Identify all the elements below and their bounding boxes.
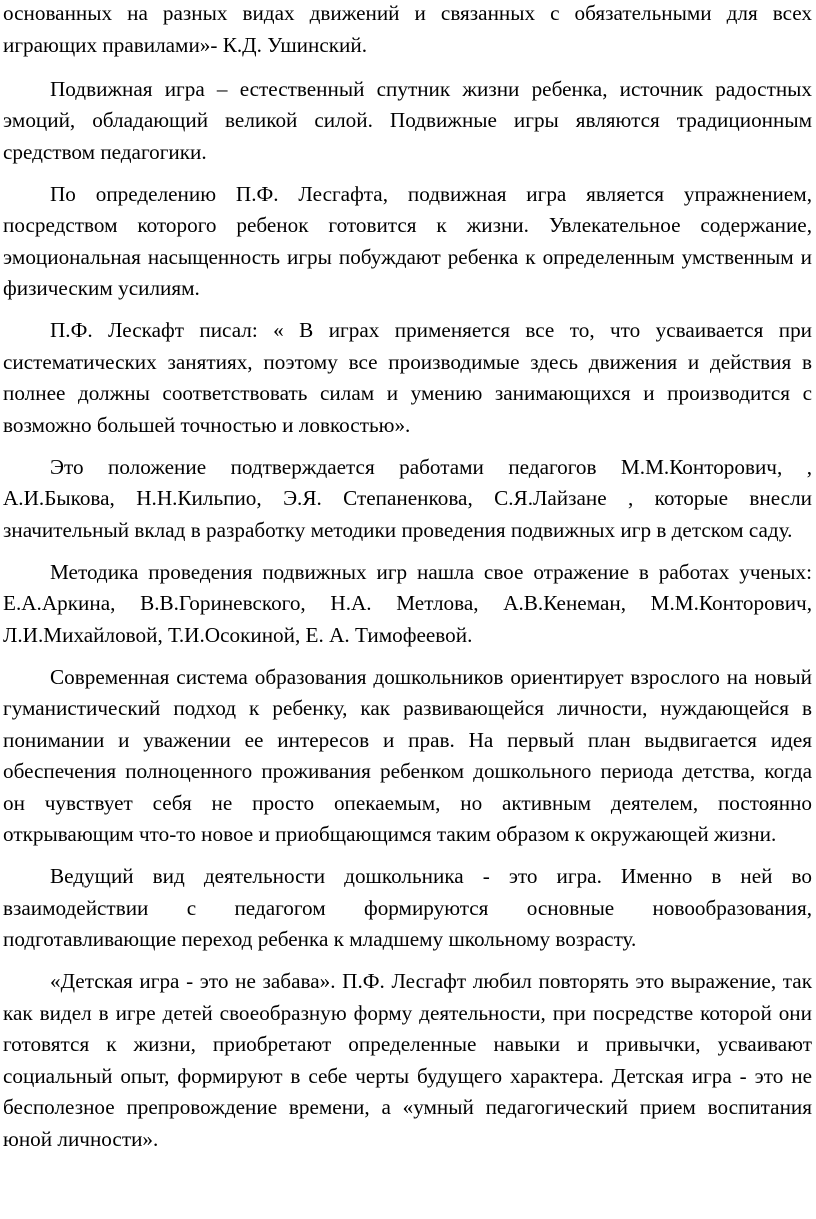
paragraph: Методика проведения подвижных игр нашла свое отражение в работах ученых: Е.А.Аркина, В.В.Гориневского, Н.А. Метлова, А.В.Кенеман, М.М.Конторович, Л.И.Михайловой, Т.И.Осокиной, Е. А. Тимофеевой. <box>3 559 812 647</box>
paragraph: По определению П.Ф. Лесгафта, подвижная игра является упражнением, посредством которого ребенок готовится к жизни. Увлекательное содержание, эмоциональная насыщенность игры побуждают ребенка к определенным умственным и физическим усилиям. <box>3 181 812 300</box>
paragraph-continuation: основанных на разных видах движений и связанных с обязательными для всех играющих правилами»- К.Д. Ушинский. <box>3 1 812 57</box>
paragraph: Современная система образования дошкольников ориентирует взрослого на новый гуманистический подход к ребенку, как развивающейся личности, нуждающейся в понимании и уважении ее интересов и прав. На первый план выдвигается идея обеспечения полноценного проживания ребенком дошкольного периода детства, когда он чувствует себя не просто опекаемым, но активным деятелем, постоянно открывающим что-то новое и приобщающимся таким образом к окружающей жизни. <box>3 664 812 846</box>
paragraph: «Детская игра - это не забава». П.Ф. Лесгафт любил повторять это выражение, так как видел в игре детей своеобразную форму деятельности, при посредстве которой они готовятся к жизни, приобретают определенные навыки и привычки, усваивают социальный опыт, формируют в себе черты будущего характера. Детская игра - это не бесполезное препровождение времени, а «умный педагогический прием воспитания юной личности». <box>3 969 812 1151</box>
paragraph: Подвижная игра – естественный спутник жизни ребенка, источник радостных эмоций, обладающий великой силой. Подвижные игры являются традиционным средством педагогики. <box>3 76 812 164</box>
paragraph: Ведущий вид деятельности дошкольника - это игра. Именно в ней во взаимодействии с педагогом формируются основные новообразования, подготавливающие переход ребенка к младшему школьному возрасту. <box>3 864 812 951</box>
paragraph: Это положение подтверждается работами педагогов М.М.Конторович, , А.И.Быкова, Н.Н.Кильпио, Э.Я. Степаненкова, С.Я.Лайзане , которые внесли значительный вклад в разработку методики проведения подвижных игр в детском саду. <box>3 454 812 542</box>
paragraph: П.Ф. Лескафт писал: « В играх применяется все то, что усваивается при систематических занятиях, поэтому все производимые здесь движения и действия в полнее должны соответствовать силам и умению занимающихся и производится с возможно большей точностью и ловкостью». <box>3 318 812 437</box>
